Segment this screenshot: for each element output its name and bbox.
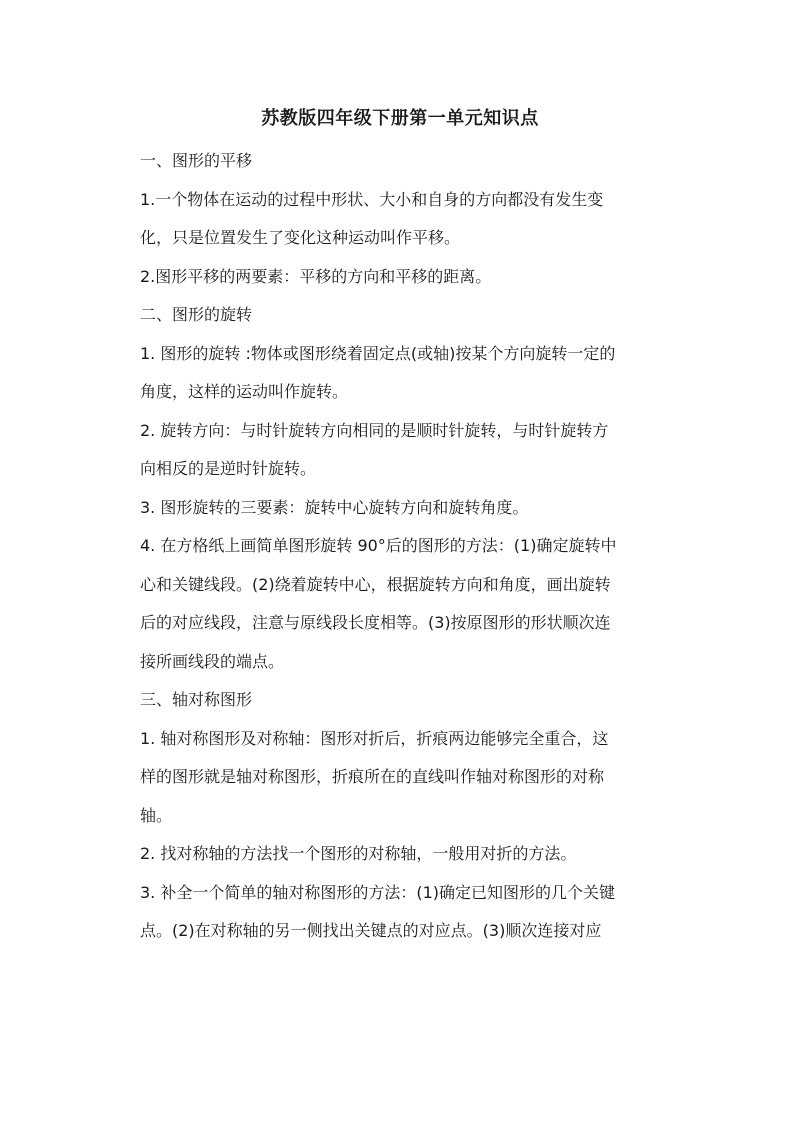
- text-line: 角度，这样的运动叫作旋转。: [140, 382, 349, 401]
- text-line: 后的对应线段，注意与原线段长度相等。(3)按原图形的形状顺次连: [140, 613, 611, 632]
- document-body: [140, 142, 680, 951]
- section-heading-translation: 一、图形的平移: [140, 151, 253, 170]
- text-line: 轴。: [140, 805, 173, 825]
- section-heading-axial-symmetry: 三、轴对称图形: [140, 690, 253, 709]
- text-line: 2.图形平移的两要素：平移的方向和平移的距离。: [140, 266, 492, 286]
- text-line: 1. 图形的旋转 :物体或图形绕着固定点(或轴)按某个方向旋转一定的: [140, 343, 616, 363]
- text-line: 样的图形就是轴对称图形，折痕所在的直线叫作轴对称图形的对称: [140, 767, 605, 786]
- section-heading-rotation: 二、图形的旋转: [140, 305, 253, 324]
- text-line: 1.一个物体在运动的过程中形状、大小和自身的方向都没有发生变: [140, 189, 604, 209]
- document-title: 苏教版四年级下册第一单元知识点: [261, 108, 539, 129]
- text-line: 点。(2)在对称轴的另一侧找出关键点的对应点。(3)顺次连接对应: [140, 921, 602, 940]
- text-line: 化，只是位置发生了变化这种运动叫作平移。: [140, 228, 461, 247]
- text-line: 3. 补全一个简单的轴对称图形的方法：(1)确定已知图形的几个关键: [140, 882, 616, 902]
- text-line: 接所画线段的端点。: [140, 651, 285, 671]
- text-line: 2. 旋转方向：与时针旋转方向相同的是顺时针旋转，与时针旋转方: [140, 420, 609, 440]
- text-line: 2. 找对称轴的方法找一个图形的对称轴，一般用对折的方法。: [140, 844, 577, 863]
- text-line: 4. 在方格纸上画简单图形旋转 90°后的图形的方法：(1)确定旋转中: [140, 536, 617, 555]
- text-line: 3. 图形旋转的三要素：旋转中心旋转方向和旋转角度。: [140, 497, 529, 517]
- text-line: 1. 轴对称图形及对称轴：图形对折后，折痕两边能够完全重合，这: [140, 728, 609, 748]
- text-line: 向相反的是逆时针旋转。: [140, 459, 317, 478]
- text-line: 心和关键线段。(2)绕着旋转中心，根据旋转方向和角度，画出旋转: [140, 574, 611, 594]
